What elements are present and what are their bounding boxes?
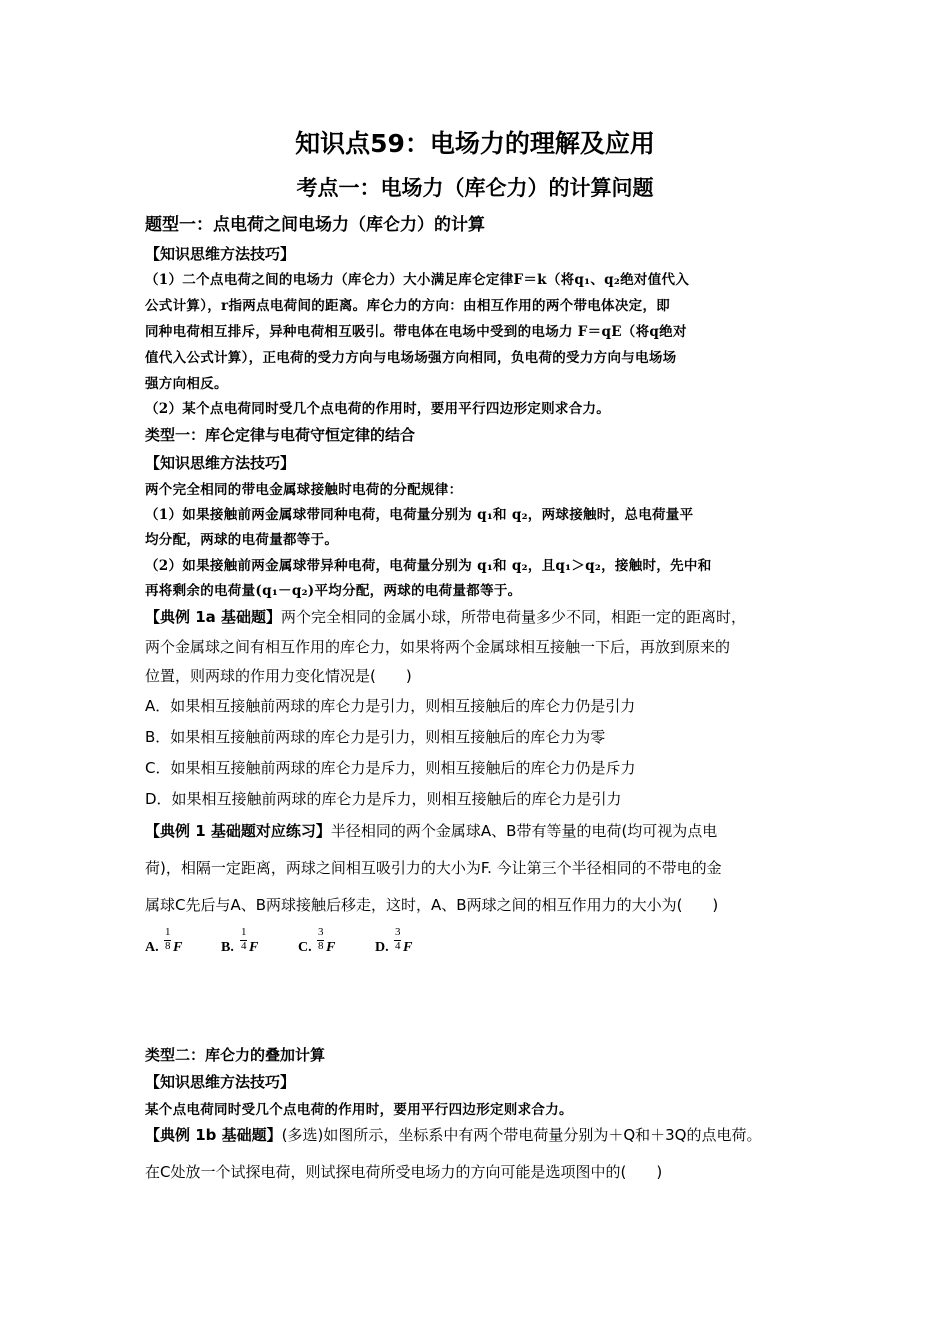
example-text: 半径相同的两个金属球A、B带有等量的电荷(均可视为点电	[330, 822, 718, 840]
method-heading: 【知识思维方法技巧】	[145, 1073, 296, 1091]
paragraph-line: （2）某个点电荷同时受几个点电荷的作用时，要用平行四边形定则求合力。	[145, 401, 611, 417]
paragraph-line: （1）如果接触前两金属球带同种电荷，电荷量分别为 q₁和 q₂，两球接触时，总电荷量平	[145, 507, 694, 523]
example-text-line: 属球C先后与A、B两球接触后移走，这时，A、B两球之间的相互作用力的大小为( )	[145, 896, 719, 914]
option-c: C．如果相互接触前两球的库仑力是斥力，则相互接触后的库仑力仍是斥力	[145, 759, 636, 777]
paragraph-line: （1）二个点电荷之间的电场力（库仑力）大小满足库仑定律F＝k（将q₁、q₂绝对值代入	[145, 272, 690, 288]
page-title: 知识点59：电场力的理解及应用	[295, 129, 655, 158]
paragraph-line: 某个点电荷同时受几个点电荷的作用时，要用平行四边形定则求合力。	[145, 1102, 573, 1118]
paragraph-line: 再将剩余的电荷量(q₁－q₂)平均分配，两球的电荷量都等于。	[145, 583, 522, 599]
example-1a-line	[145, 606, 825, 627]
example-tag: 【典例 1 基础题对应练习】	[145, 822, 331, 840]
example-text-line: 位置，则两球的作用力变化情况是( )	[145, 667, 412, 685]
example-text-line: 两个金属球之间有相互作用的库仑力，如果将两个金属球相互接触一下后，再放到原来的	[145, 638, 731, 656]
paragraph-line: （2）如果接触前两金属球带异种电荷，电荷量分别为 q₁和 q₂，且q₁＞q₂，接触时，先中和	[145, 558, 712, 574]
section-heading: 题型一：点电荷之间电场力（库仑力）的计算	[145, 215, 485, 235]
example-text: 两个完全相同的金属小球，所带电荷量多少不同，相距一定的距离时，	[281, 608, 747, 626]
paragraph-line: 值代入公式计算），正电荷的受力方向与电场场强方向相同，负电荷的受力方向与电场场	[145, 350, 677, 366]
choice-d: D. 3 4 F	[375, 926, 413, 955]
method-heading: 【知识思维方法技巧】	[145, 454, 296, 472]
paragraph-line: 强方向相反。	[145, 376, 228, 392]
example-text-line: 荷)，相隔一定距离，两球之间相互吸引力的大小为F. 今让第三个半径相同的不带电的金	[145, 859, 722, 877]
paragraph-line: 均分配，两球的电荷量都等于。	[145, 532, 339, 548]
paragraph-line: 同种电荷相互排斥，异种电荷相互吸引。带电体在电场中受到的电场力 F＝qE（将q绝对	[145, 324, 687, 340]
example-1b-line	[145, 1124, 825, 1145]
method-heading: 【知识思维方法技巧】	[145, 245, 296, 263]
example-text: (多选)如图所示，坐标系中有两个带电荷量分别为＋Q和＋3Q的点电荷。	[281, 1126, 762, 1144]
type-heading: 类型二：库仑力的叠加计算	[145, 1046, 326, 1064]
choice-b: B. 1 4 F	[221, 926, 259, 955]
example-1-line	[145, 820, 825, 841]
example-text-line: 在C处放一个试探电荷，则试探电荷所受电场力的方向可能是选项图中的( )	[145, 1163, 663, 1181]
option-d: D．如果相互接触前两球的库仑力是斥力，则相互接触后的库仑力是引力	[145, 790, 622, 808]
choice-c: C. 3 8 F	[298, 926, 336, 955]
paragraph-line: 公式计算），r指两点电荷间的距离。库仑力的方向：由相互作用的两个带电体决定，即	[145, 298, 671, 314]
example-tag: 【典例 1a 基础题】	[145, 608, 282, 626]
example-tag: 【典例 1b 基础题】	[145, 1126, 282, 1144]
option-a: A．如果相互接触前两球的库仑力是引力，则相互接触后的库仑力仍是引力	[145, 697, 636, 715]
option-b: B．如果相互接触前两球的库仑力是引力，则相互接触后的库仑力为零	[145, 728, 606, 746]
page-subtitle: 考点一：电场力（库仑力）的计算问题	[296, 176, 654, 200]
type-heading: 类型一：库仑定律与电荷守恒定律的结合	[145, 426, 416, 444]
choice-a: A. 1 8 F	[145, 926, 183, 955]
paragraph-line: 两个完全相同的带电金属球接触时电荷的分配规律：	[145, 482, 463, 498]
